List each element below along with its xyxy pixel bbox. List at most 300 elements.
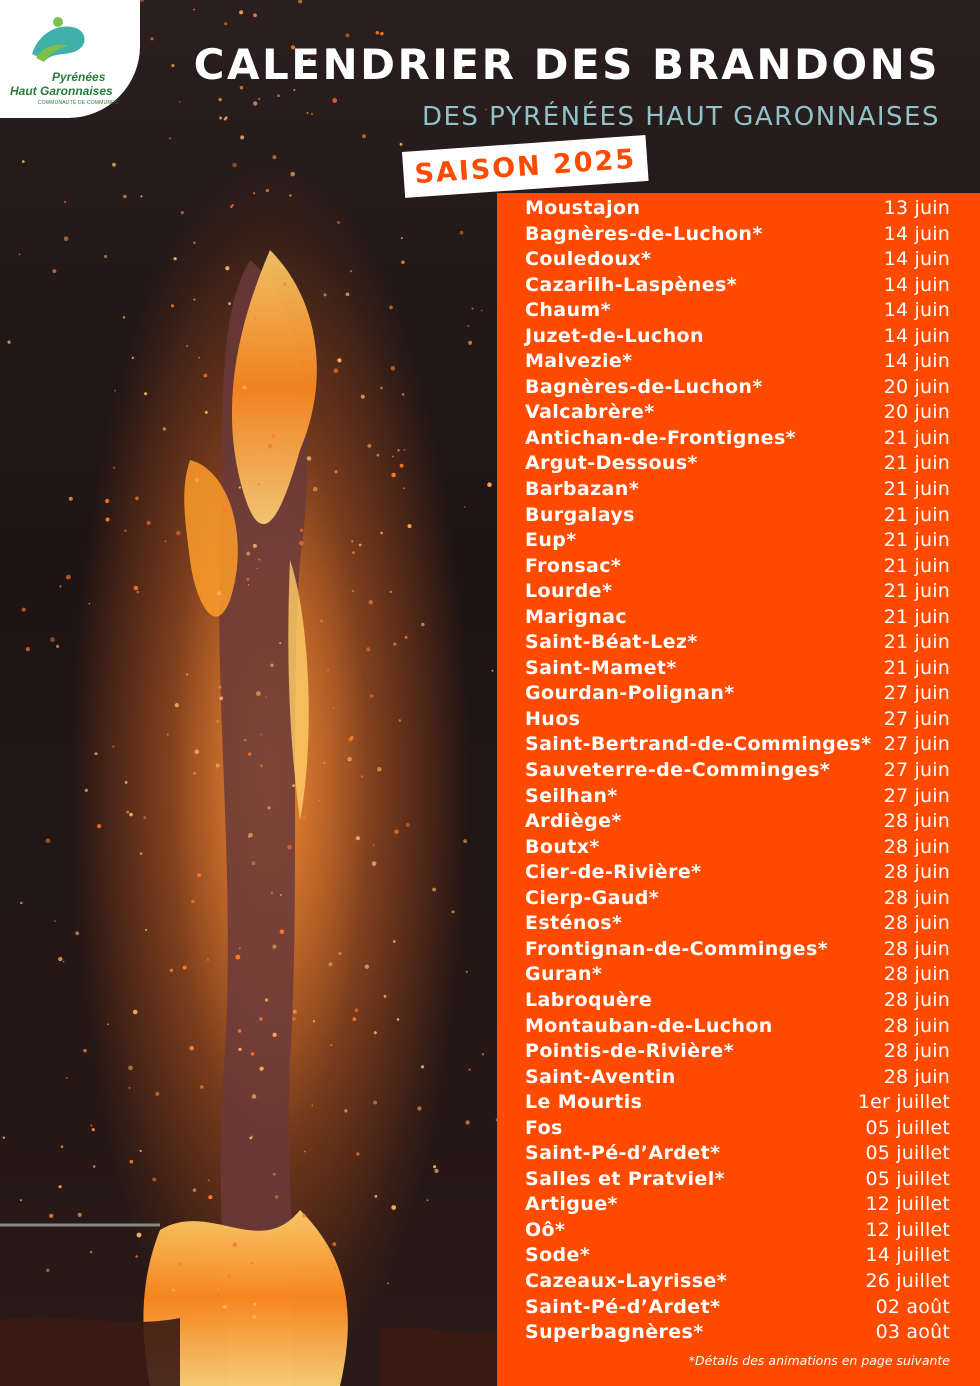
event-date: 21 juin bbox=[883, 580, 950, 603]
spark bbox=[299, 541, 304, 546]
spark bbox=[373, 1101, 377, 1105]
spark bbox=[344, 1109, 347, 1112]
spark bbox=[387, 1283, 389, 1285]
spark bbox=[186, 673, 188, 675]
spark bbox=[85, 789, 88, 792]
spark bbox=[404, 449, 406, 451]
event-place: Esténos* bbox=[525, 912, 623, 935]
spark bbox=[260, 1067, 264, 1071]
spark bbox=[66, 1077, 68, 1079]
spark bbox=[189, 1046, 194, 1051]
spark bbox=[380, 532, 383, 535]
spark bbox=[333, 707, 335, 709]
event-row bbox=[525, 503, 950, 529]
spark bbox=[193, 772, 196, 775]
spark bbox=[236, 955, 241, 960]
spark bbox=[471, 307, 473, 309]
spark bbox=[140, 0, 144, 2]
event-place: Saint-Bertrand-de-Comminges* bbox=[525, 733, 872, 756]
spark bbox=[240, 135, 244, 139]
event-place: Bagnères-de-Luchon* bbox=[525, 375, 763, 398]
spark bbox=[147, 521, 151, 525]
event-row bbox=[525, 1039, 950, 1065]
spark bbox=[208, 1195, 212, 1199]
spark bbox=[332, 1242, 336, 1246]
spark bbox=[218, 686, 221, 689]
spark bbox=[105, 499, 109, 503]
event-date: 14 juillet bbox=[865, 1244, 950, 1267]
spark bbox=[233, 1242, 238, 1247]
event-place: Barbazan* bbox=[525, 478, 640, 501]
spark bbox=[356, 836, 360, 840]
event-row bbox=[525, 196, 950, 222]
spark bbox=[421, 623, 424, 626]
event-row bbox=[525, 528, 950, 554]
spark bbox=[263, 1233, 268, 1238]
event-row bbox=[525, 1243, 950, 1269]
spark bbox=[251, 1052, 254, 1055]
spark bbox=[352, 590, 355, 593]
event-row bbox=[525, 1014, 950, 1040]
event-date: 28 juin bbox=[883, 963, 950, 986]
event-row bbox=[525, 860, 950, 886]
event-place: Montauban-de-Luchon bbox=[525, 1014, 773, 1037]
event-place: Saint-Aventin bbox=[525, 1065, 676, 1088]
spark bbox=[463, 839, 467, 843]
event-place: Saint-Pé-d’Ardet* bbox=[525, 1142, 721, 1165]
event-row bbox=[525, 324, 950, 350]
spark bbox=[58, 957, 62, 961]
spark bbox=[302, 1214, 306, 1218]
event-row bbox=[525, 962, 950, 988]
spark bbox=[417, 1106, 421, 1110]
spark bbox=[337, 221, 340, 224]
event-place: Saint-Mamet* bbox=[525, 656, 677, 679]
spark bbox=[244, 739, 246, 741]
spark bbox=[56, 645, 59, 648]
spark bbox=[224, 22, 227, 25]
spark bbox=[293, 1010, 297, 1014]
spark bbox=[152, 1178, 156, 1182]
event-date: 12 juillet bbox=[865, 1193, 950, 1216]
event-place: Lourde* bbox=[525, 580, 613, 603]
spark bbox=[279, 642, 281, 644]
spark bbox=[135, 497, 139, 501]
logo-tagline: COMMUNAUTÉ DE COMMUNES bbox=[38, 100, 119, 106]
spark bbox=[193, 242, 195, 244]
event-date: 27 juin bbox=[883, 682, 950, 705]
spark bbox=[391, 366, 396, 371]
spark bbox=[248, 752, 251, 755]
spark bbox=[242, 386, 246, 390]
event-date: 21 juin bbox=[883, 631, 950, 654]
spark bbox=[487, 482, 492, 487]
spark bbox=[432, 888, 436, 892]
event-place: Eup* bbox=[525, 529, 577, 552]
event-date: 14 juin bbox=[883, 222, 950, 245]
event-row bbox=[525, 1090, 950, 1116]
spark bbox=[252, 861, 256, 865]
event-row bbox=[525, 809, 950, 835]
event-date: 27 juin bbox=[883, 707, 950, 730]
spark bbox=[246, 552, 250, 556]
spark bbox=[400, 464, 404, 468]
event-place: Couledoux* bbox=[525, 248, 652, 271]
spark bbox=[337, 358, 341, 362]
spark bbox=[460, 231, 464, 235]
spark bbox=[218, 98, 221, 101]
spark bbox=[200, 1085, 204, 1089]
footnote: *Détails des animations en page suivante bbox=[688, 1353, 950, 1368]
event-date: 28 juin bbox=[883, 886, 950, 909]
spark bbox=[171, 64, 174, 67]
spark bbox=[140, 852, 143, 855]
spark bbox=[198, 357, 200, 359]
spark bbox=[193, 1188, 196, 1191]
spark bbox=[246, 578, 249, 581]
spark bbox=[330, 1044, 332, 1046]
spark bbox=[61, 1145, 64, 1148]
spark bbox=[377, 454, 380, 457]
spark bbox=[272, 155, 276, 159]
spark bbox=[334, 368, 339, 373]
event-date: 13 juin bbox=[883, 197, 950, 219]
spark bbox=[163, 427, 166, 430]
spark bbox=[265, 696, 267, 698]
spark bbox=[178, 1262, 182, 1266]
event-date: 14 juin bbox=[883, 350, 950, 373]
event-place: Fos bbox=[525, 1116, 563, 1139]
event-row bbox=[525, 273, 950, 299]
event-place: Ardiège* bbox=[525, 810, 622, 833]
event-place: Superbagnères* bbox=[525, 1321, 704, 1344]
spark bbox=[26, 647, 30, 651]
spark bbox=[112, 163, 116, 167]
spark bbox=[22, 608, 26, 612]
spark bbox=[376, 31, 379, 34]
spark bbox=[53, 269, 57, 273]
event-date: 14 juin bbox=[883, 299, 950, 322]
spark bbox=[466, 1120, 470, 1124]
spark bbox=[266, 189, 269, 192]
spark bbox=[90, 1125, 92, 1127]
spark bbox=[252, 1094, 257, 1099]
spark bbox=[397, 1018, 400, 1021]
event-place: Argut-Dessous* bbox=[525, 452, 698, 475]
spark bbox=[406, 823, 410, 827]
spark bbox=[144, 392, 147, 395]
spark bbox=[193, 299, 195, 301]
spark bbox=[50, 637, 55, 642]
spark bbox=[275, 1195, 279, 1199]
spark bbox=[233, 384, 237, 388]
event-row bbox=[525, 656, 950, 682]
spark bbox=[258, 483, 260, 485]
event-date: 14 juin bbox=[883, 324, 950, 347]
spark bbox=[397, 449, 399, 451]
event-place: Frontignan-de-Comminges* bbox=[525, 937, 829, 960]
spark bbox=[135, 1255, 138, 1258]
season-label: SAISON 2025 bbox=[413, 143, 638, 190]
spark bbox=[408, 524, 412, 528]
spark bbox=[293, 89, 295, 91]
spark bbox=[254, 317, 256, 319]
event-row bbox=[525, 1116, 950, 1142]
event-date: 05 juillet bbox=[865, 1167, 950, 1190]
event-date: 21 juin bbox=[883, 529, 950, 552]
spark bbox=[257, 568, 259, 570]
spark bbox=[287, 845, 292, 850]
event-row bbox=[525, 835, 950, 861]
spark bbox=[207, 959, 209, 961]
spark bbox=[384, 995, 387, 998]
spark bbox=[191, 900, 195, 904]
spark bbox=[313, 1020, 315, 1022]
spark bbox=[83, 1049, 86, 1052]
spark bbox=[391, 1205, 396, 1210]
event-place: Pointis-de-Rivière* bbox=[525, 1040, 734, 1063]
spark bbox=[205, 411, 208, 414]
spark bbox=[350, 270, 352, 272]
event-row bbox=[525, 298, 950, 324]
event-date: 28 juin bbox=[883, 835, 950, 858]
spark bbox=[219, 696, 223, 700]
spark bbox=[19, 254, 21, 256]
spark bbox=[95, 752, 98, 755]
spark bbox=[300, 529, 304, 533]
event-place: Sauveterre-de-Comminges* bbox=[525, 759, 831, 782]
spark bbox=[393, 643, 396, 646]
spark bbox=[167, 734, 169, 736]
spark bbox=[365, 965, 369, 969]
spark bbox=[399, 719, 401, 721]
spark bbox=[172, 1288, 176, 1292]
spark bbox=[393, 940, 396, 943]
spark bbox=[268, 444, 273, 449]
spark bbox=[247, 1233, 250, 1236]
spark bbox=[351, 540, 353, 542]
event-row bbox=[525, 605, 950, 631]
spark bbox=[217, 591, 221, 595]
spark bbox=[329, 962, 333, 966]
event-place: Labroquère bbox=[525, 988, 653, 1011]
spark bbox=[306, 112, 308, 114]
event-date: 05 juillet bbox=[865, 1116, 950, 1139]
spark bbox=[361, 395, 365, 399]
event-date: 28 juin bbox=[883, 937, 950, 960]
spark bbox=[248, 836, 250, 838]
spark bbox=[193, 9, 195, 11]
spark bbox=[239, 10, 243, 14]
event-date: 28 juin bbox=[883, 912, 950, 935]
spark bbox=[324, 762, 326, 764]
spark bbox=[256, 691, 261, 696]
spark bbox=[140, 195, 142, 197]
event-place: Cazeaux-Layrisse* bbox=[525, 1269, 728, 1292]
spark bbox=[273, 1173, 276, 1176]
page-title: CALENDRIER DES BRANDONS bbox=[193, 40, 940, 89]
spark bbox=[132, 357, 134, 359]
event-row bbox=[525, 1192, 950, 1218]
spark bbox=[258, 98, 260, 100]
event-place: Chaum* bbox=[525, 299, 611, 322]
event-row bbox=[525, 784, 950, 810]
spark bbox=[481, 310, 483, 312]
spark bbox=[345, 33, 349, 37]
spark bbox=[324, 293, 327, 296]
spark bbox=[169, 137, 171, 139]
spark bbox=[421, 1065, 424, 1068]
event-row bbox=[525, 1167, 950, 1193]
event-place: Antichan-de-Frontignes* bbox=[525, 426, 796, 449]
event-row bbox=[525, 1065, 950, 1091]
event-date: 28 juin bbox=[883, 861, 950, 884]
spark bbox=[292, 784, 295, 787]
spark bbox=[129, 1087, 131, 1089]
spark bbox=[375, 1195, 378, 1198]
spark bbox=[204, 374, 208, 378]
event-date: 26 juillet bbox=[865, 1269, 950, 1292]
spark bbox=[427, 1199, 429, 1201]
spark bbox=[225, 266, 229, 270]
spark bbox=[359, 544, 362, 547]
event-row bbox=[525, 1295, 950, 1321]
spark bbox=[272, 434, 276, 438]
event-place: Gourdan-Polignan* bbox=[525, 682, 735, 705]
spark bbox=[356, 1152, 359, 1155]
spark bbox=[392, 456, 394, 458]
spark bbox=[165, 540, 167, 542]
spark bbox=[171, 304, 174, 307]
spark bbox=[63, 961, 65, 963]
spark bbox=[283, 282, 287, 286]
spark bbox=[128, 1066, 133, 1071]
spark bbox=[170, 969, 173, 972]
event-date: 27 juin bbox=[883, 733, 950, 756]
spark bbox=[125, 781, 128, 784]
spark bbox=[253, 101, 257, 105]
event-place: Saint-Pé-d’Ardet* bbox=[525, 1295, 721, 1318]
spark bbox=[217, 720, 219, 722]
event-row bbox=[525, 477, 950, 503]
spark bbox=[468, 1069, 470, 1071]
spark bbox=[253, 192, 255, 194]
event-place: Seilhan* bbox=[525, 784, 618, 807]
spark bbox=[261, 1283, 263, 1285]
spark bbox=[389, 306, 393, 310]
spark bbox=[403, 487, 405, 489]
spark bbox=[434, 1169, 438, 1173]
spark bbox=[64, 201, 66, 203]
spark bbox=[272, 945, 276, 949]
event-date: 03 août bbox=[875, 1321, 950, 1344]
spark bbox=[327, 669, 330, 672]
logo-name-line2: Haut Garonnaises bbox=[10, 84, 113, 98]
spark bbox=[339, 952, 342, 955]
spark bbox=[355, 1008, 359, 1012]
spark bbox=[143, 816, 146, 819]
event-place: Le Mourtis bbox=[525, 1091, 643, 1114]
spark bbox=[259, 559, 261, 561]
event-date: 21 juin bbox=[883, 605, 950, 628]
event-row bbox=[525, 579, 950, 605]
event-date: 21 juin bbox=[883, 478, 950, 501]
spark bbox=[238, 1029, 242, 1033]
spark bbox=[195, 478, 199, 482]
spark bbox=[225, 116, 227, 118]
spark bbox=[69, 497, 73, 501]
spark bbox=[467, 325, 469, 327]
event-row bbox=[525, 988, 950, 1014]
spark bbox=[75, 931, 79, 935]
spark bbox=[369, 600, 373, 604]
event-place: Cazarilh-Laspènes* bbox=[525, 273, 738, 296]
spark bbox=[179, 101, 181, 103]
spark bbox=[137, 591, 140, 594]
spark bbox=[252, 1315, 256, 1319]
spark bbox=[253, 13, 257, 17]
event-row bbox=[525, 426, 950, 452]
spark bbox=[320, 619, 323, 622]
spark bbox=[401, 237, 403, 239]
spark bbox=[218, 1288, 220, 1290]
spark bbox=[104, 255, 107, 258]
event-row bbox=[525, 911, 950, 937]
spark bbox=[133, 1010, 138, 1015]
event-place: Salles et Pratviel* bbox=[525, 1167, 725, 1190]
spark bbox=[151, 37, 154, 40]
spark bbox=[112, 746, 114, 748]
spark bbox=[380, 32, 383, 35]
spark bbox=[223, 508, 228, 513]
event-place: Bagnères-de-Luchon* bbox=[525, 222, 763, 245]
spark bbox=[380, 387, 383, 390]
event-row bbox=[525, 630, 950, 656]
spark bbox=[370, 694, 374, 698]
spark bbox=[332, 98, 337, 103]
event-date: 12 juillet bbox=[865, 1218, 950, 1241]
event-row bbox=[525, 554, 950, 580]
spark bbox=[140, 1150, 142, 1152]
event-date: 02 août bbox=[875, 1295, 950, 1318]
event-row bbox=[525, 1320, 950, 1346]
spark bbox=[313, 487, 318, 492]
spark bbox=[366, 647, 370, 651]
spark bbox=[405, 636, 408, 639]
event-row bbox=[525, 1218, 950, 1244]
spark bbox=[114, 390, 116, 392]
spark bbox=[265, 998, 268, 1001]
event-date: 1er juillet bbox=[857, 1091, 950, 1114]
spark bbox=[3, 1137, 5, 1139]
event-row bbox=[525, 681, 950, 707]
spark bbox=[64, 237, 69, 242]
spark bbox=[88, 603, 90, 605]
spark bbox=[311, 113, 313, 115]
spark bbox=[304, 1151, 306, 1153]
spark bbox=[320, 1238, 324, 1242]
spark bbox=[228, 302, 231, 305]
spark bbox=[347, 757, 351, 761]
spark bbox=[394, 830, 398, 834]
event-row bbox=[525, 400, 950, 426]
event-date: 05 juillet bbox=[865, 1142, 950, 1165]
spark bbox=[362, 134, 366, 138]
spark bbox=[181, 211, 184, 214]
spark bbox=[176, 531, 180, 535]
spark bbox=[145, 929, 147, 931]
spark bbox=[292, 1017, 296, 1021]
